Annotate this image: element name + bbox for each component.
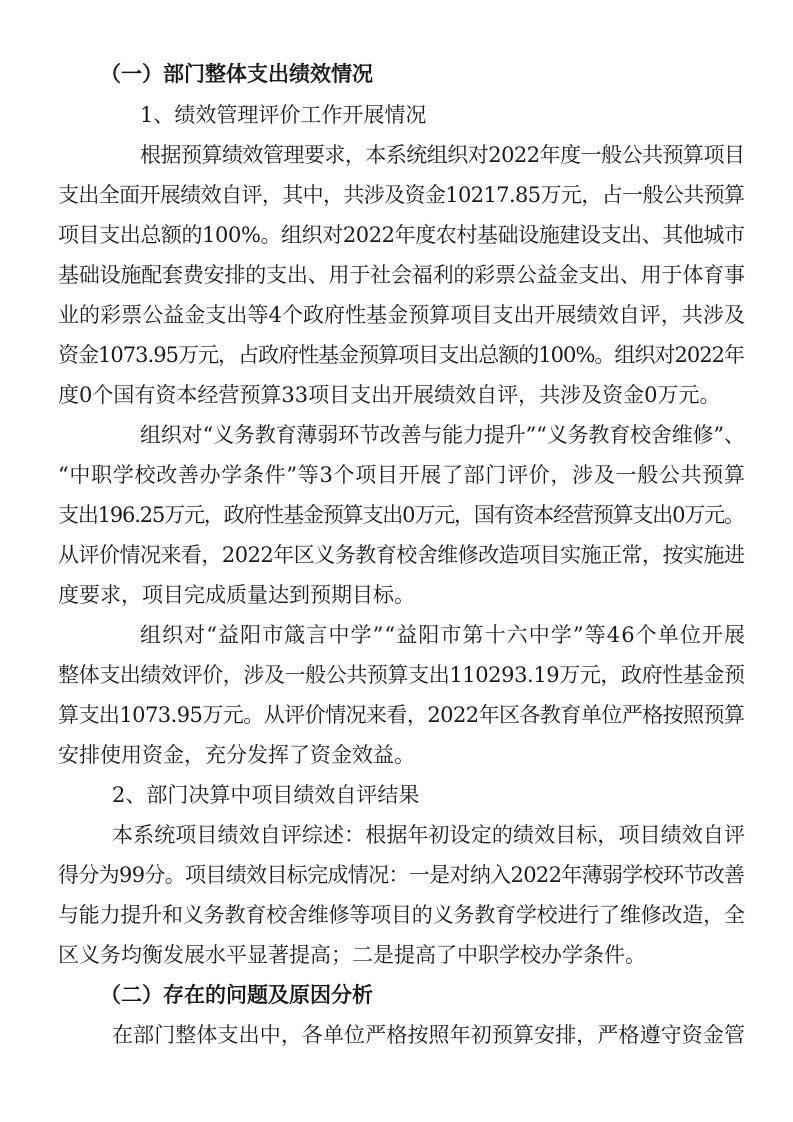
paragraph-line-text: 从评价情况来看，2022年区义务教育校舍维修改造项目实施正常，按实施进 [58, 543, 745, 567]
paragraph-line-text: 资金1073.95万元，占政府性基金预算项目支出总额的100%。组织对2022年 [58, 343, 745, 367]
paragraph-line [0, 937, 793, 973]
paragraph-line-text: 安排使用资金，充分发挥了资金效益。 [58, 743, 415, 767]
paragraph-line [0, 137, 793, 173]
paragraph-line [0, 377, 793, 413]
paragraph-line [0, 297, 793, 333]
paragraph-line [0, 697, 793, 733]
paragraph-line [0, 537, 793, 573]
paragraph-line [0, 217, 793, 253]
paragraph-line [0, 337, 793, 373]
paragraph-line-text: 项目支出总额的100%。组织对2022年度农村基础设施建设支出、其他城市 [58, 223, 745, 247]
paragraph-line [0, 617, 793, 653]
paragraph-line [0, 417, 793, 453]
paragraph-line [0, 817, 793, 853]
paragraph-line-text: 组织对“义务教育薄弱环节改善与能力提升”“义务教育校舍维修”、 [140, 423, 745, 447]
paragraph-line [0, 737, 793, 773]
paragraph-line [0, 257, 793, 293]
paragraph-line-text: 本系统项目绩效自评综述：根据年初设定的绩效目标，项目绩效自评 [112, 823, 746, 847]
paragraph-line [0, 577, 793, 613]
subsection-heading-1-text: 1、绩效管理评价工作开展情况 [140, 103, 427, 127]
paragraph-line-text: 支出全面开展绩效自评，其中，共涉及资金10217.85万元，占一般公共预算 [58, 183, 745, 207]
paragraph-line-text: 支出196.25万元，政府性基金预算支出0万元，国有资本经营预算支出0万元。 [58, 503, 744, 527]
paragraph-line-text: 基础设施配套费安排的支出、用于社会福利的彩票公益金支出、用于体育事 [58, 263, 745, 287]
section-heading-1-text: （一）部门整体支出绩效情况 [100, 62, 373, 86]
paragraph-line [0, 457, 793, 493]
paragraph-line [0, 897, 793, 933]
paragraph-line [0, 1017, 793, 1053]
paragraph-line-text: 度要求，项目完成质量达到预期目标。 [58, 583, 415, 607]
subsection-heading-1 [0, 97, 793, 133]
paragraph-line [0, 177, 793, 213]
paragraph-line-text: “中职学校改善办学条件”等3个项目开展了部门评价，涉及一般公共预算 [58, 463, 746, 487]
paragraph-line [0, 857, 793, 893]
section-heading-2 [0, 977, 793, 1013]
paragraph-line [0, 497, 793, 533]
subsection-heading-2-text: 2、部门决算中项目绩效自评结果 [112, 783, 420, 807]
paragraph-line-text: 区义务均衡发展水平显著提高；二是提高了中职学校办学条件。 [58, 943, 646, 967]
section-heading-2-text: （二）存在的问题及原因分析 [100, 983, 373, 1007]
paragraph-line-text: 组织对“益阳市箴言中学”“益阳市第十六中学”等46个单位开展 [140, 623, 747, 647]
paragraph-line-text: 得分为99分。项目绩效目标完成情况：一是对纳入2022年薄弱学校环节改善 [58, 863, 745, 887]
paragraph-line-text: 算支出1073.95万元。从评价情况来看，2022年区各教育单位严格按照预算 [58, 703, 745, 727]
section-heading-1 [0, 56, 793, 92]
paragraph-line-text: 整体支出绩效评价，涉及一般公共预算支出110293.19万元，政府性基金预 [58, 663, 745, 687]
paragraph-line-text: 度0个国有资本经营预算33项目支出开展绩效自评，共涉及资金0万元。 [58, 383, 721, 407]
subsection-heading-2 [0, 777, 793, 813]
paragraph-line-text: 与能力提升和义务教育校舍维修等项目的义务教育学校进行了维修改造，全 [58, 903, 745, 927]
paragraph-line-text: 根据预算绩效管理要求，本系统组织对2022年度一般公共预算项目 [140, 143, 745, 167]
paragraph-line [0, 657, 793, 693]
paragraph-line-text: 在部门整体支出中，各单位严格按照年初预算安排，严格遵守资金管 [112, 1023, 746, 1047]
paragraph-line-text: 业的彩票公益金支出等4个政府性基金预算项目支出开展绩效自评，共涉及 [58, 303, 746, 327]
